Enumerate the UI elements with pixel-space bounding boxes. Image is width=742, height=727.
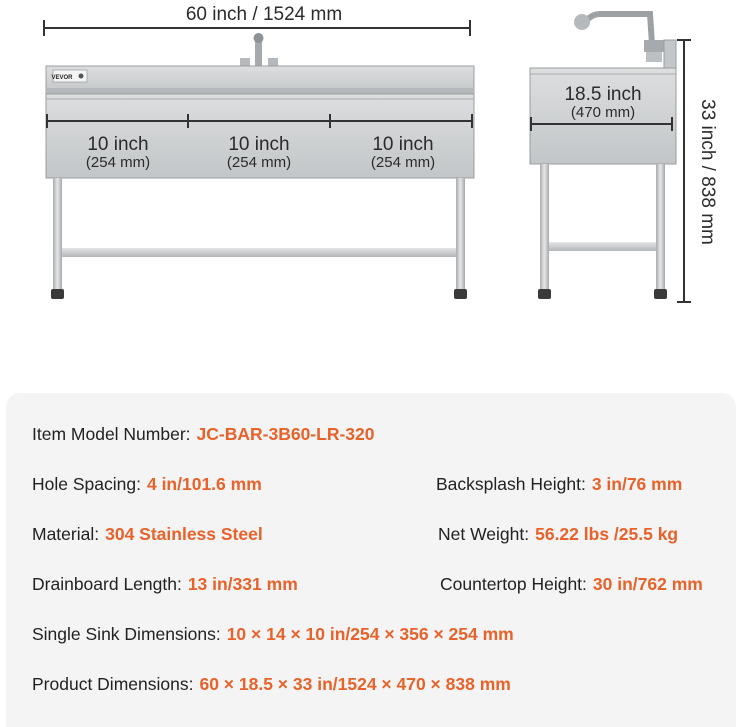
- front-view: [44, 4, 474, 299]
- spec-label: Backsplash Height:: [436, 474, 586, 494]
- spec-product-dimensions: [32, 674, 511, 695]
- sink-2-inch: 10 inch: [228, 134, 290, 155]
- spec-label: Countertop Height:: [440, 574, 587, 594]
- spec-single-sink-dimensions: [32, 624, 514, 645]
- spec-hole-spacing: [32, 474, 262, 495]
- spec-label: Net Weight:: [438, 524, 530, 544]
- spec-value: 30 in/762 mm: [592, 574, 703, 594]
- spec-material: [32, 524, 263, 545]
- spec-label: Product Dimensions:: [32, 674, 194, 694]
- spec-value: 3 in/76 mm: [591, 474, 683, 494]
- side-backsplash: [664, 40, 676, 68]
- spec-model-number: [32, 424, 375, 445]
- width-label: 60 inch / 1524 mm: [185, 4, 343, 25]
- logo-dot-icon: [79, 74, 84, 79]
- spec-drainboard-length: [32, 574, 298, 595]
- spec-value: 13 in/331 mm: [187, 574, 298, 594]
- spec-backsplash-height: [436, 474, 682, 495]
- depth-inch-label: 18.5 inch: [564, 84, 642, 105]
- sink-1-mm: (254 mm): [85, 154, 151, 171]
- spec-label: Drainboard Length:: [32, 574, 182, 594]
- height-label: 33 inch / 838 mm: [697, 99, 718, 245]
- sink-2-mm: (254 mm): [226, 154, 292, 171]
- sink-3-inch: 10 inch: [372, 134, 434, 155]
- sink-3-mm: (254 mm): [370, 154, 436, 171]
- spec-label: Hole Spacing:: [32, 474, 141, 494]
- brand-logo: VEVOR: [51, 75, 73, 81]
- spec-value: 56.22 lbs /25.5 kg: [535, 524, 679, 544]
- side-faucet: [582, 14, 652, 44]
- spec-label: Single Sink Dimensions:: [32, 624, 221, 644]
- spec-value: 10 × 14 × 10 in/254 × 356 × 254 mm: [226, 624, 514, 644]
- side-view: [530, 14, 718, 302]
- height-dimension-line: [677, 40, 691, 302]
- front-legs: [51, 178, 467, 299]
- side-legs: [538, 164, 667, 299]
- spec-value: JC-BAR-3B60-LR-320: [196, 424, 375, 444]
- spec-net-weight: [438, 524, 678, 545]
- spec-value: 304 Stainless Steel: [105, 524, 263, 544]
- specifications-panel: [6, 393, 736, 727]
- depth-mm-label: (470 mm): [570, 104, 636, 121]
- spec-value: 60 × 18.5 × 33 in/1524 × 470 × 838 mm: [199, 674, 511, 694]
- spec-label: Material:: [32, 524, 100, 544]
- spec-label: Item Model Number:: [32, 424, 191, 444]
- spec-countertop-height: [440, 574, 703, 595]
- sink-1-inch: 10 inch: [87, 134, 149, 155]
- spec-value: 4 in/101.6 mm: [146, 474, 262, 494]
